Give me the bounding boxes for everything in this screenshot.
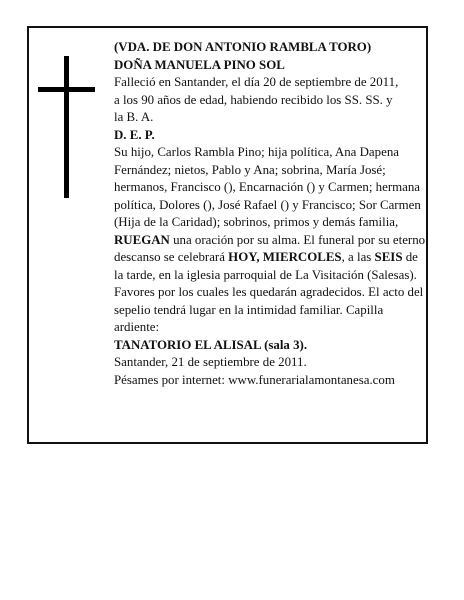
dep-heading: D. E. P.: [114, 127, 155, 142]
death-line-1: Falleció en Santander, el día 20 de septiembre de 2011,: [114, 75, 399, 89]
after-hoy-text: , a las: [341, 250, 375, 264]
after-seis-text: de la tarde, en la iglesia parroquial de La Visitación (Salesas). Favores por los cuales les quedarán agradecidos. El acto del sepelio tendrá lugar en la intimidad familiar. Capilla ardiente:: [114, 250, 424, 334]
pesames-line: Pésames por internet: www.funerarialamontanesa.com: [114, 372, 395, 387]
family-paragraph: Su hijo, Carlos Rambla Pino; hija política, Ana Dapena Fernández; nietos, Pablo y Ana; sobrina, María José; hermanos, Francisco (), Encarnación () y Carmen; hermana política, Dolores (), José Rafael () y Francisco; Sor Carmen (Hija de la Caridad); sobrinos, primos y demás familia,: [114, 145, 421, 229]
cross-icon: [38, 56, 95, 198]
obituary-text: [114, 39, 426, 389]
ruegan-label: RUEGAN: [114, 232, 170, 247]
cross-horizontal-bar: [38, 87, 95, 92]
date-line: Santander, 21 de septiembre de 2011.: [114, 355, 307, 369]
seis-label: SEIS: [374, 250, 403, 264]
funeral-paragraph: [114, 232, 426, 337]
ruegan-rest: una oración por su alma. El funeral por su eterno descanso se celebrará: [114, 232, 426, 264]
death-line-2: a los 90 años de edad, habiendo recibido los SS. SS. y: [114, 92, 393, 107]
cross-vertical-bar: [64, 56, 69, 198]
tanatorio-heading: TANATORIO EL ALISAL (sala 3).: [114, 337, 308, 352]
hoy-miercoles-label: HOY, MIERCOLES: [228, 250, 342, 264]
death-line-3: la B. A.: [114, 110, 154, 124]
widow-subtitle: (VDA. DE DON ANTONIO RAMBLA TORO): [114, 40, 372, 54]
deceased-name: DOÑA MANUELA PINO SOL: [114, 57, 285, 72]
